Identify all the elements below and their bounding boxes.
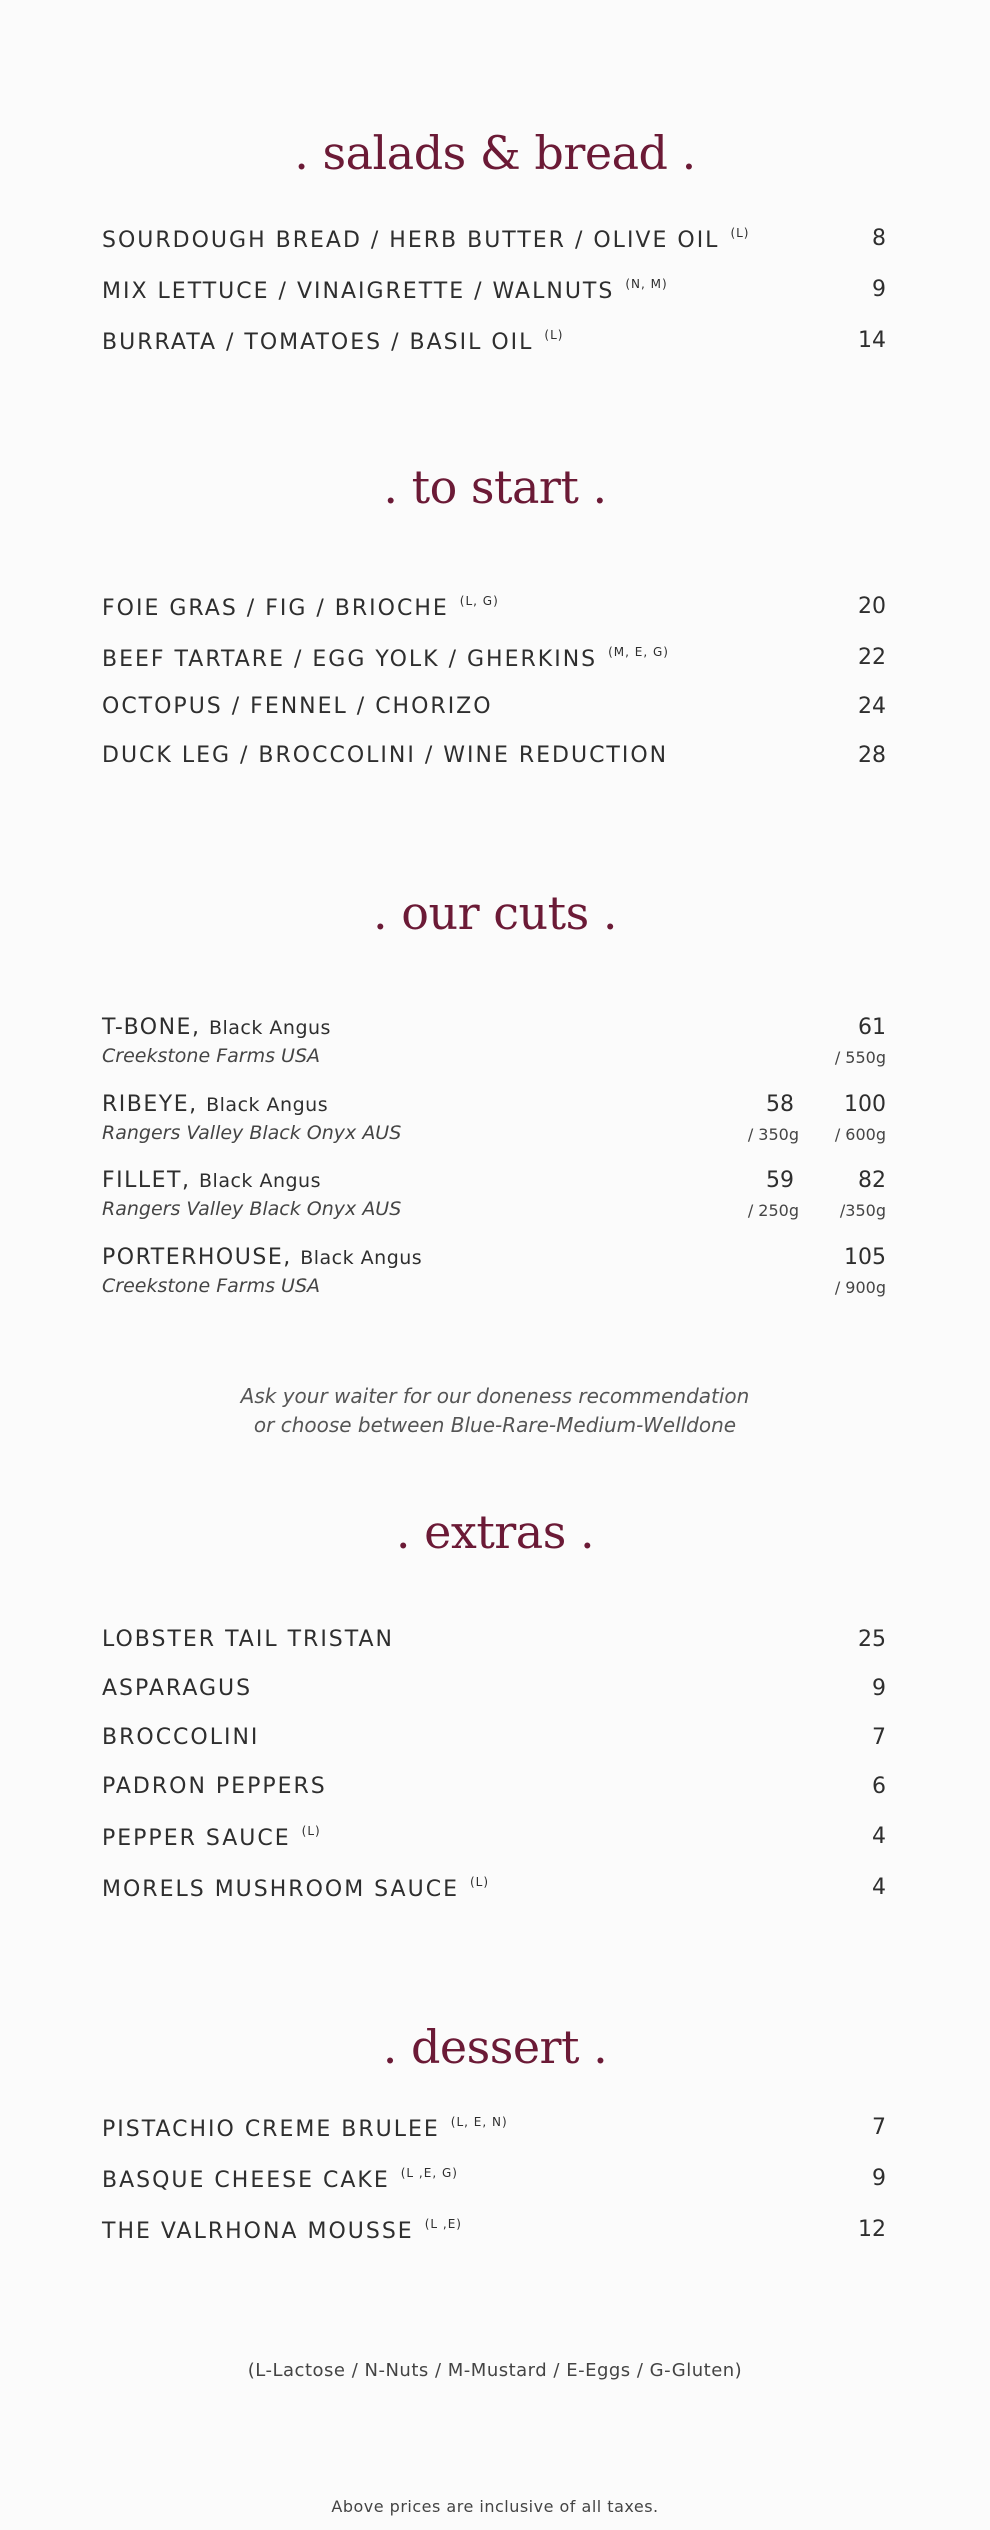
menu-item bbox=[102, 328, 563, 355]
menu-item bbox=[102, 1875, 489, 1902]
cut-price: 59 bbox=[766, 1168, 794, 1193]
menu-item bbox=[102, 743, 668, 768]
item-price: 12 bbox=[858, 2217, 886, 2242]
cut-price: 58 bbox=[766, 1092, 794, 1117]
item-name: ASPARAGUS bbox=[102, 1676, 253, 1701]
menu-item bbox=[102, 645, 669, 672]
item-name: BASQUE CHEESE CAKE bbox=[102, 2168, 390, 2193]
cut-name bbox=[102, 1092, 328, 1117]
item-price: 9 bbox=[872, 2166, 886, 2191]
menu-item bbox=[102, 2115, 508, 2142]
allergen-tags: (L) bbox=[730, 226, 750, 240]
menu-item bbox=[102, 2217, 462, 2244]
cut-weight: / 900g bbox=[834, 1278, 886, 1297]
item-name: BURRATA / TOMATOES / BASIL OIL bbox=[102, 330, 534, 355]
cut-weight: /350g bbox=[839, 1201, 886, 1220]
cut-origin: Rangers Valley Black Onyx AUS bbox=[102, 1122, 402, 1144]
allergen-tags: (L, G) bbox=[459, 594, 499, 608]
item-price: 28 bbox=[858, 743, 886, 768]
doneness-note-line-2: or choose between Blue-Rare-Medium-Welldone bbox=[253, 1413, 737, 1437]
cut-weight: / 350g bbox=[747, 1125, 799, 1144]
menu-item bbox=[102, 226, 750, 253]
menu-item bbox=[102, 277, 668, 304]
allergen-tags: (M, E, G) bbox=[608, 645, 669, 659]
item-name: DUCK LEG / BROCCOLINI / WINE REDUCTION bbox=[102, 743, 669, 768]
cut-title: FILLET, bbox=[102, 1168, 191, 1193]
item-price: 4 bbox=[872, 1824, 886, 1849]
item-price: 22 bbox=[858, 645, 886, 670]
cut-name bbox=[102, 1168, 321, 1193]
cut-origin: Creekstone Farms USA bbox=[102, 1045, 320, 1067]
cut-title: PORTERHOUSE, bbox=[102, 1245, 292, 1270]
section-title-extras: . extras . bbox=[395, 1505, 595, 1559]
menu-item bbox=[102, 2166, 458, 2193]
allergen-tags: (L) bbox=[469, 1875, 490, 1889]
menu-item bbox=[102, 594, 499, 621]
item-name: FOIE GRAS / FIG / BRIOCHE bbox=[102, 596, 449, 621]
allergen-tags: (L) bbox=[544, 328, 564, 342]
allergen-tags: (L ,E, G) bbox=[400, 2166, 458, 2180]
menu-item bbox=[102, 1725, 259, 1750]
item-name: BEEF TARTARE / EGG YOLK / GHERKINS bbox=[102, 647, 598, 672]
cut-weight: / 250g bbox=[747, 1201, 799, 1220]
section-title-start: . to start . bbox=[383, 460, 607, 514]
allergen-tags: (L, E, N) bbox=[450, 2115, 508, 2129]
item-name: SOURDOUGH BREAD / HERB BUTTER / OLIVE OIL bbox=[102, 228, 720, 253]
allergen-legend: (L-Lactose / N-Nuts / M-Mustard / E-Eggs / G-Gluten) bbox=[247, 2360, 743, 2381]
section-title-salads: . salads & bread . bbox=[294, 126, 696, 180]
item-name: MORELS MUSHROOM SAUCE bbox=[102, 1877, 459, 1902]
item-name: PISTACHIO CREME BRULEE bbox=[102, 2117, 440, 2142]
allergen-tags: (N, M) bbox=[625, 277, 668, 291]
item-price: 4 bbox=[872, 1875, 886, 1900]
tax-footnote: Above prices are inclusive of all taxes. bbox=[331, 2497, 659, 2516]
item-name: LOBSTER TAIL TRISTAN bbox=[102, 1627, 395, 1652]
item-name: THE VALRHONA MOUSSE bbox=[102, 2219, 414, 2244]
cut-breed: Black Angus bbox=[199, 1170, 321, 1192]
cut-breed: Black Angus bbox=[206, 1094, 329, 1116]
menu-item bbox=[102, 694, 493, 719]
cut-weight: / 600g bbox=[834, 1125, 886, 1144]
item-name: OCTOPUS / FENNEL / CHORIZO bbox=[102, 694, 493, 719]
item-price: 7 bbox=[872, 1725, 886, 1750]
cut-origin: Rangers Valley Black Onyx AUS bbox=[102, 1198, 402, 1220]
cut-price: 105 bbox=[844, 1245, 886, 1270]
menu-item bbox=[102, 1676, 252, 1701]
item-name: PEPPER SAUCE bbox=[102, 1826, 291, 1851]
item-price: 20 bbox=[858, 594, 886, 619]
item-price: 24 bbox=[858, 694, 886, 719]
item-price: 9 bbox=[872, 1676, 886, 1701]
item-price: 9 bbox=[872, 277, 886, 302]
section-title-cuts: . our cuts . bbox=[373, 886, 617, 940]
cut-weight: / 550g bbox=[834, 1048, 886, 1067]
cut-price: 61 bbox=[858, 1015, 886, 1040]
section-title-dessert: . dessert . bbox=[382, 2020, 608, 2074]
cut-origin: Creekstone Farms USA bbox=[102, 1275, 320, 1297]
item-price: 14 bbox=[858, 328, 886, 353]
allergen-tags: (L ,E) bbox=[424, 2217, 462, 2231]
cut-title: T-BONE, bbox=[102, 1015, 201, 1040]
item-name: BROCCOLINI bbox=[102, 1725, 260, 1750]
item-price: 25 bbox=[858, 1627, 886, 1652]
cut-name bbox=[102, 1245, 422, 1270]
item-name: MIX LETTUCE / VINAIGRETTE / WALNUTS bbox=[102, 279, 615, 304]
cut-title: RIBEYE, bbox=[102, 1092, 198, 1117]
menu-item bbox=[102, 1627, 394, 1652]
cut-price: 82 bbox=[858, 1168, 886, 1193]
allergen-tags: (L) bbox=[301, 1824, 321, 1838]
cut-name bbox=[102, 1015, 331, 1040]
doneness-note-line-1: Ask your waiter for our doneness recommendation bbox=[240, 1384, 750, 1408]
menu-item bbox=[102, 1774, 327, 1799]
item-price: 7 bbox=[872, 2115, 886, 2140]
item-name: PADRON PEPPERS bbox=[102, 1774, 327, 1799]
item-price: 6 bbox=[872, 1774, 886, 1799]
cut-price: 100 bbox=[844, 1092, 886, 1117]
cut-breed: Black Angus bbox=[300, 1247, 423, 1269]
cut-breed: Black Angus bbox=[208, 1017, 331, 1039]
item-price: 8 bbox=[872, 226, 886, 251]
menu-item bbox=[102, 1824, 321, 1851]
